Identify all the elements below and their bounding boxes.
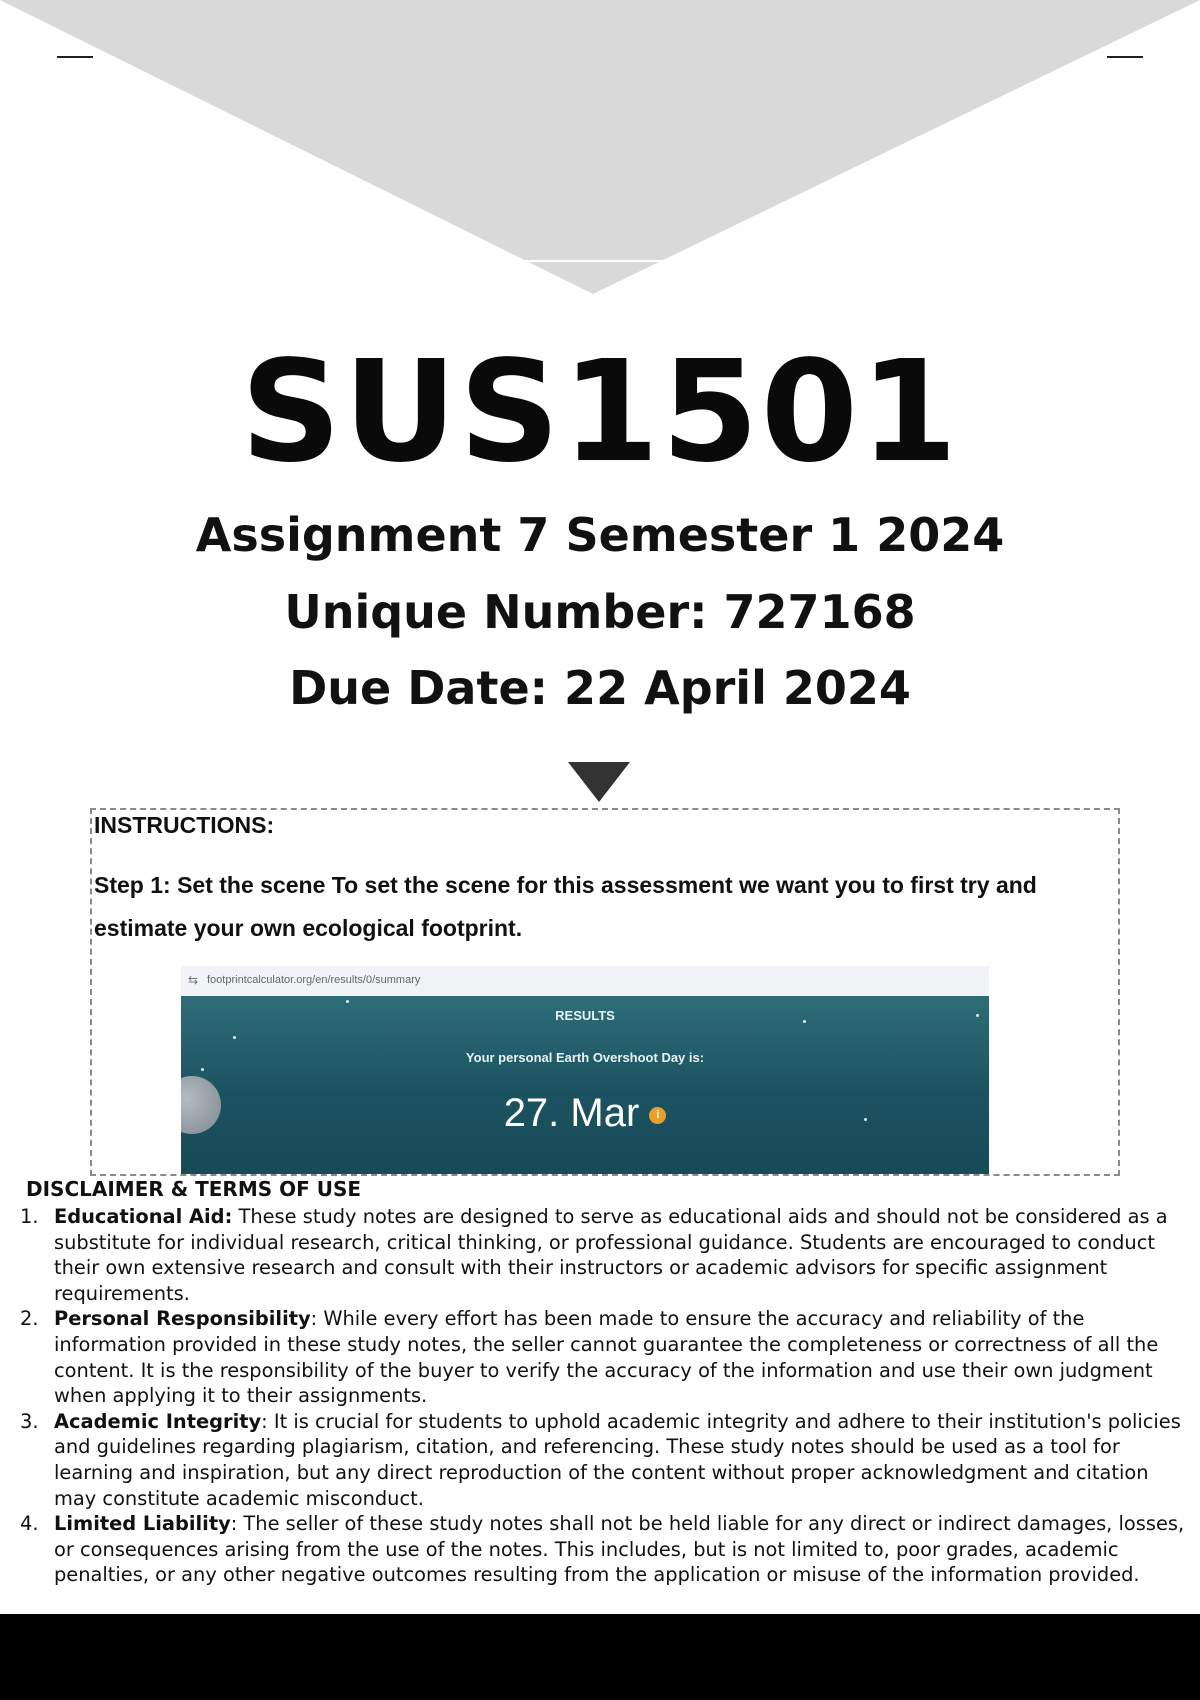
item-text: : It is crucial for students to uphold academic integrity and adhere to their institution's policies and guidelines regarding plagiarism, citation, and referencing. These study notes should be used as a tool for learning and inspiration, but any direct reproduction of the content without proper acknowledgment and citation may constitute academic misconduct. — [54, 1409, 1181, 1510]
disclaimer-item — [0, 1306, 1200, 1408]
corner-line-right — [1107, 56, 1143, 58]
corner-line-left — [57, 56, 93, 58]
disclaimer-title: DISCLAIMER & TERMS OF USE — [26, 1177, 362, 1201]
overshoot-day-label: Your personal Earth Overshoot Day is: — [465, 1050, 705, 1065]
browser-address-bar — [181, 966, 989, 996]
instructions-step-1: Step 1: Set the scene To set the scene for this assessment we want you to first try and estimate your own ecological footprint. — [94, 872, 1037, 941]
item-text: These study notes are designed to serve as educational aids and should not be considered as a substitute for individual research, critical thinking, or professional guidance. Students are encouraged to conduct their own extensive research and consult with their instructors or academic advisors for specific assignment requirements. — [54, 1205, 1168, 1305]
star-decoration — [201, 1068, 204, 1071]
header-chevron-decoration — [0, 0, 1200, 300]
star-decoration — [346, 1000, 349, 1003]
assignment-line: Assignment 7 Semester 1 2024 — [195, 508, 1005, 562]
item-number: 1. — [20, 1205, 39, 1228]
results-label: RESULTS — [555, 1008, 615, 1023]
overshoot-date-text: 27. Mar — [503, 1091, 640, 1135]
item-number: 3. — [20, 1409, 39, 1433]
item-term: Personal Responsibility — [54, 1307, 311, 1331]
address-url: footprintcalculator.org/en/results/0/summary — [207, 974, 421, 986]
due-date-line: Due Date: 22 April 2024 — [289, 661, 911, 715]
item-number: 4. — [20, 1512, 39, 1536]
item-text: : The seller of these study notes shall not be held liable for any direct or indirect damages, losses, or consequences arising from the use of the notes. This includes, but is not limited to, poor grades, academic penalties, or any other negative outcomes resulting from the application or misuse of the information provided. — [54, 1512, 1185, 1587]
star-decoration — [233, 1036, 236, 1039]
item-term: Academic Integrity — [54, 1409, 262, 1433]
results-panel — [181, 996, 989, 1176]
item-term: Limited Liability — [54, 1512, 231, 1536]
unique-number-line: Unique Number: 727168 — [284, 585, 916, 639]
site-settings-icon: ⇆ — [188, 973, 199, 987]
disclaimer-item — [0, 1204, 1200, 1306]
info-icon: i — [649, 1107, 666, 1124]
instructions-preview-box — [90, 808, 1120, 1176]
disclaimer-item — [0, 1409, 1200, 1511]
item-text: : While every effort has been made to ensure the accuracy and reliability of the information provided in these study notes, the seller cannot guarantee the completeness or correctness of all the content. It is the responsibility of the buyer to verify the accuracy of the information and use their own judgment when applying it to their assignments. — [54, 1307, 1159, 1408]
item-number: 2. — [20, 1307, 39, 1331]
embedded-calculator-screenshot — [181, 966, 989, 1176]
down-arrow-icon — [568, 762, 630, 802]
disclaimer-list — [0, 1204, 1200, 1588]
disclaimer-item — [0, 1511, 1200, 1588]
course-code-title: SUS1501 — [240, 331, 960, 494]
item-term: Educational Aid: — [54, 1205, 233, 1228]
overshoot-day-value — [181, 1090, 989, 1136]
bottom-black-bar — [0, 1614, 1200, 1700]
instructions-heading: INSTRUCTIONS: — [94, 812, 275, 838]
